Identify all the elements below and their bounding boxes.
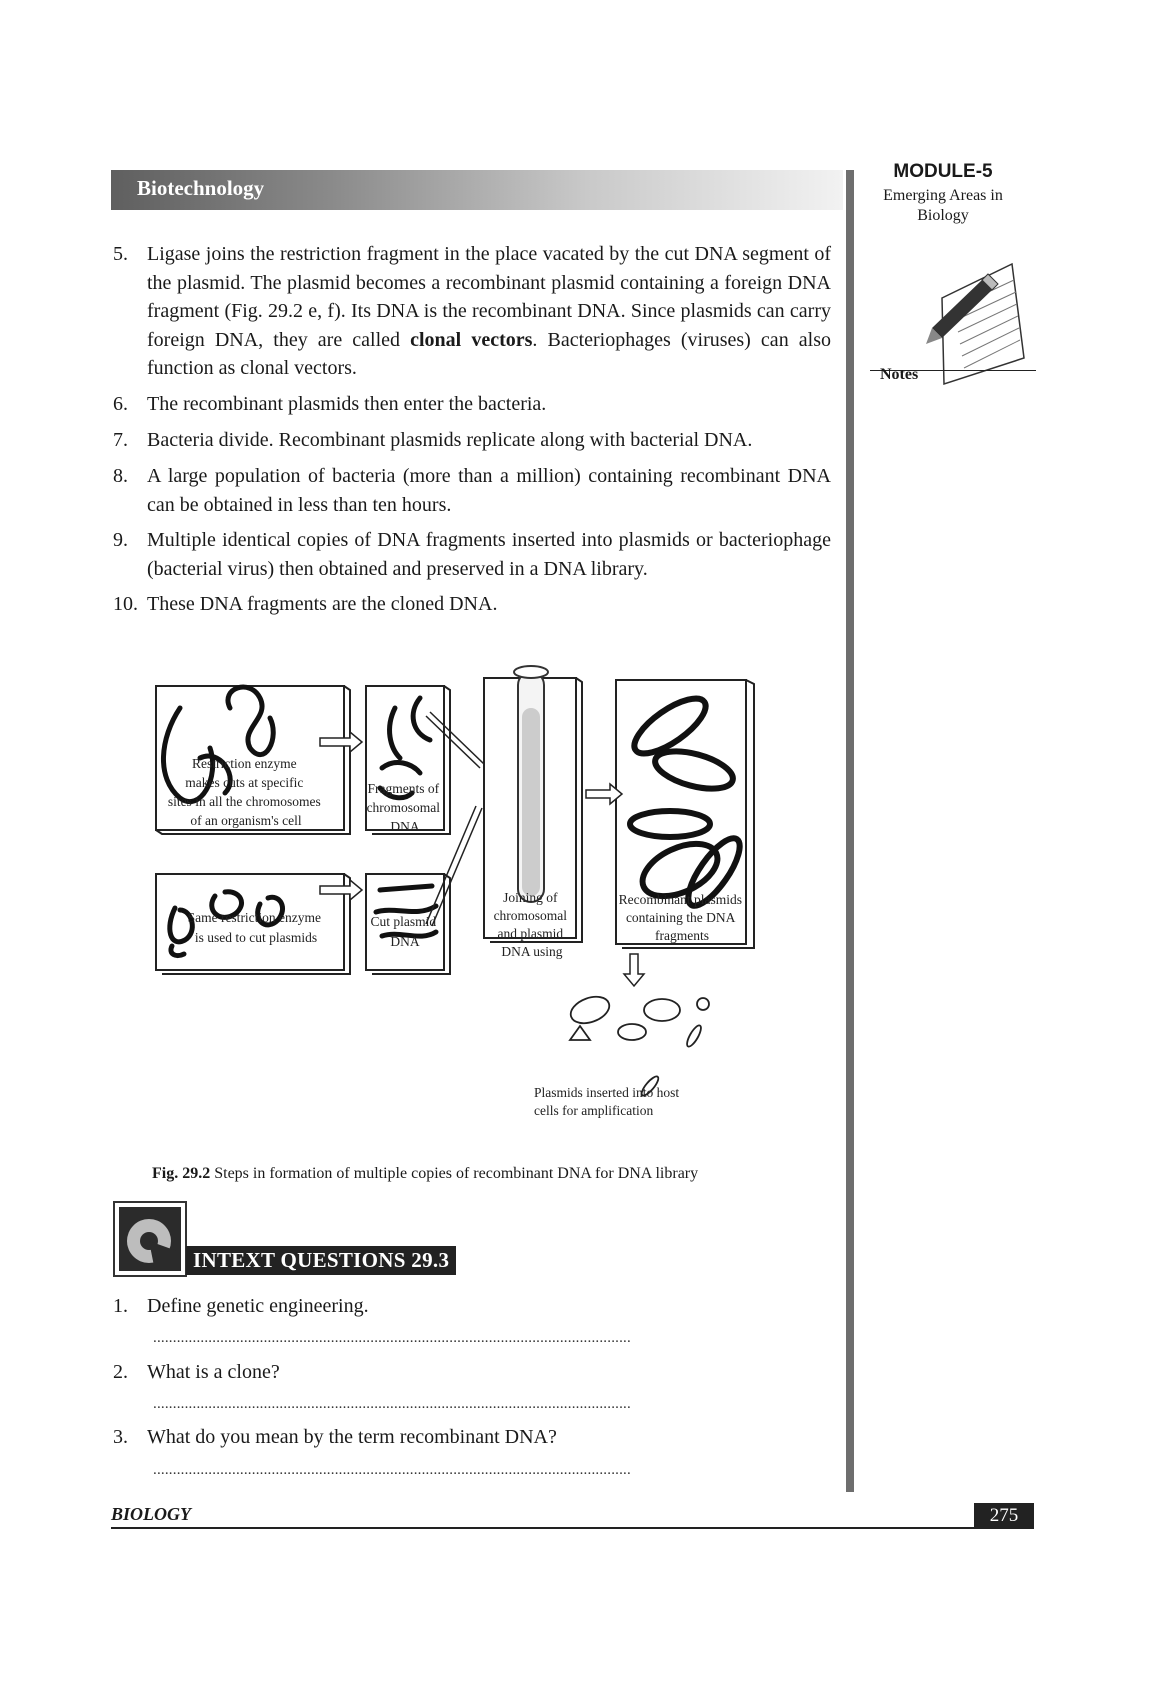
section-header-bar <box>111 170 843 210</box>
list-item <box>113 426 831 455</box>
footer-subject: BIOLOGY <box>111 1504 191 1524</box>
module-subtitle-line-2: Biology <box>917 207 969 224</box>
module-subtitle-line-1: Emerging Areas in <box>883 187 1003 204</box>
step-number: 8. <box>113 465 128 487</box>
list-item <box>113 462 831 519</box>
step-text: Ligase joins the restriction fragment in the place vacated by the cut DNA segment of the plasmid. The plasmid becomes a recombinant plasmid containing a foreign DNA fragment (Fig. 29.2 e, f). Its DNA is the recombinant DNA. Since plasmids can carry foreign DNA, they are called clonal vectors. Bacteriophages (viruses) can also function as clonal vectors. <box>147 243 831 380</box>
answer-line[interactable]: ......................................................................................................................... <box>153 1330 631 1346</box>
step-text: Multiple identical copies of DNA fragments inserted into plasmids or bacteriophage (bacterial virus) then obtained and preserved in a DNA library. <box>147 529 831 580</box>
step-text: These DNA fragments are the cloned DNA. <box>147 593 498 615</box>
answer-line[interactable]: ......................................................................................................................... <box>153 1396 631 1412</box>
list-item <box>113 240 831 383</box>
step-number: 9. <box>113 529 128 551</box>
section-title: Biotechnology <box>137 176 265 200</box>
notes-pencil-icon <box>920 258 1030 388</box>
step-number: 10. <box>113 593 138 615</box>
notes-label: Notes <box>880 366 919 383</box>
key-term: clonal vectors <box>410 328 533 351</box>
footer-rule <box>111 1527 1034 1529</box>
figure-caption <box>152 1165 698 1183</box>
step-number: 5. <box>113 243 128 265</box>
page-number: 275 <box>974 1503 1034 1529</box>
figure-label: Cut plasmid DNA <box>370 914 437 949</box>
recombinant-dna-figure <box>150 628 790 1138</box>
list-item <box>113 526 831 583</box>
question-text: What do you mean by the term recombinant DNA? <box>147 1426 557 1448</box>
step-number: 6. <box>113 393 128 415</box>
figure-label: Joining of chromosomal and plasmid DNA using <box>493 890 568 959</box>
margin-divider <box>846 170 854 1492</box>
question-text: Define genetic engineering. <box>147 1295 369 1317</box>
figure-number: Fig. 29.2 <box>152 1165 211 1182</box>
figure-label: Same restriction enzyme is used to cut plasmids <box>187 910 322 945</box>
module-label: MODULE-5 <box>893 161 993 182</box>
question-icon <box>113 1201 187 1277</box>
list-item <box>113 590 831 619</box>
question-text: What is a clone? <box>147 1361 280 1383</box>
step-text: A large population of bacteria (more than a million) containing recombinant DNA can be obtained in less than ten hours. <box>147 465 831 516</box>
list-item <box>113 390 831 419</box>
answer-line[interactable]: ......................................................................................................................... <box>153 1462 631 1478</box>
step-text: Bacteria divide. Recombinant plasmids replicate along with bacterial DNA. <box>147 429 753 451</box>
step-text: The recombinant plasmids then enter the bacteria. <box>147 393 547 415</box>
figure-label: Recombinant plasmids containing the DNA fragments <box>618 892 742 943</box>
figure-label: Fragments of chromosomal DNA <box>366 781 441 834</box>
module-subtitle <box>862 186 1024 226</box>
intext-questions-title: INTEXT QUESTIONS 29.3 <box>186 1246 456 1275</box>
figure-label: Restriction enzyme makes cuts at specific sites in all the chromosomes of an organism's cell <box>167 756 321 828</box>
figure-label: Plasmids inserted into host cells for amplification <box>534 1085 680 1118</box>
figure-caption-text: Steps in formation of multiple copies of recombinant DNA for DNA library <box>210 1165 699 1182</box>
step-number: 7. <box>113 429 128 451</box>
